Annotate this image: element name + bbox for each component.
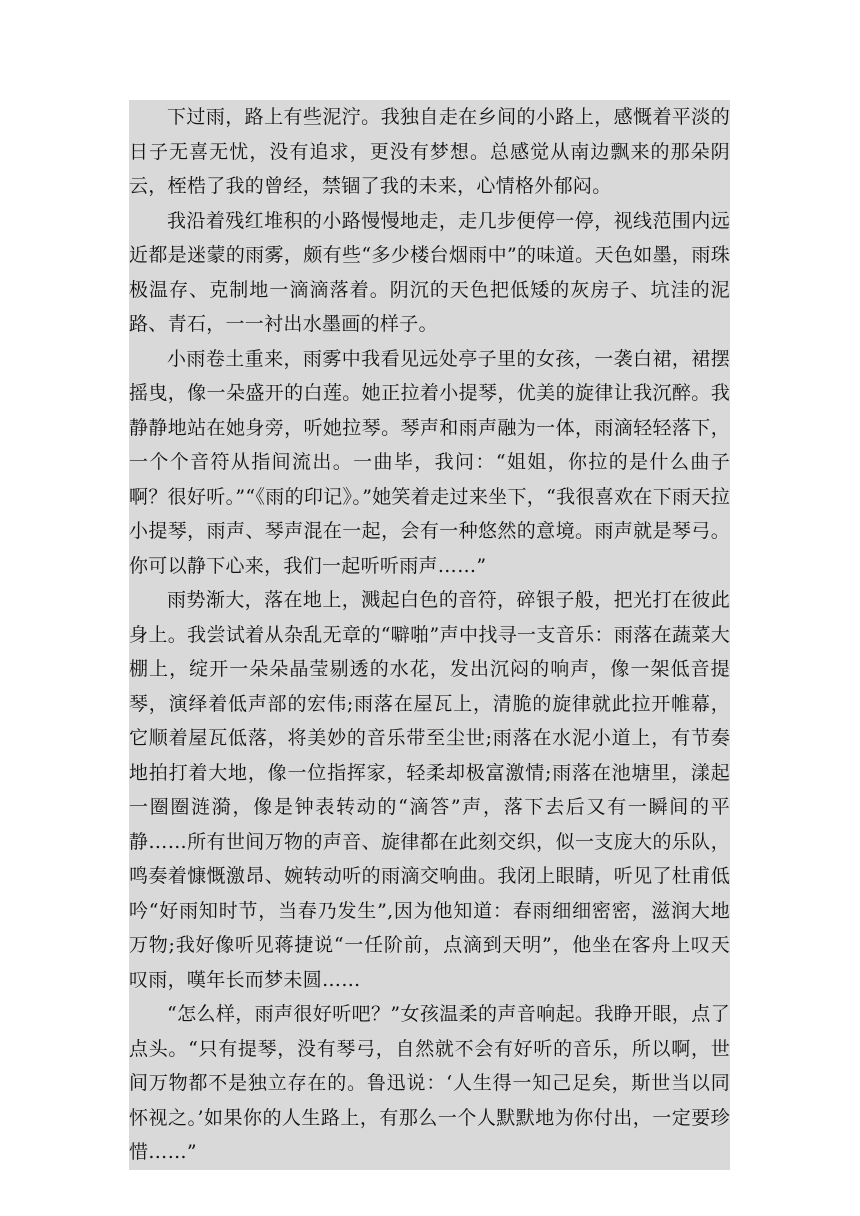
paragraph-4: 雨势渐大，落在地上，溅起白色的音符，碎银子般，把光打在彼此身上。我尝试着从杂乱无章的“噼啪”声中找寻一支音乐：雨落在蔬菜大棚上，绽开一朵朵晶莹剔透的水花，发出沉闷的响声，像一架低音提琴，演绎着低声部的宏伟;雨落在屋瓦上，清脆的旋律就此拉开帷幕，它顺着屋瓦低落，将美妙的音乐带至尘世;雨落在水泥小道上，有节奏地拍打着大地，像一位指挥家，轻柔却极富激情;雨落在池塘里，漾起一圈圈涟漪，像是钟表转动的“滴答”声，落下去后又有一瞬间的平静……所有世间万物的声音、旋律都在此刻交织，似一支庞大的乐队，鸣奏着慷慨激昂、婉转动听的雨滴交响曲。我闭上眼睛，听见了杜甫低吟“好雨知时节，当春乃发生”,因为他知道：春雨细细密密，滋润大地万物;我好像听见蒋捷说“一任阶前，点滴到天明”，他坐在客舟上叹天叹雨，嘆年长而梦未圆…… <box>129 589 730 991</box>
article-body <box>129 100 730 1170</box>
paragraph-2: 我沿着残红堆积的小路慢慢地走，走几步便停一停，视线范围内远近都是迷蒙的雨雾，颇有些“多少楼台烟雨中”的味道。天色如墨，雨珠极温存、克制地一滴滴落着。阴沉的天色把低矮的灰房子、坑洼的泥路、青石，一一衬出水墨画的样子。 <box>129 209 730 335</box>
paragraph-3: 小雨卷土重来，雨雾中我看见远处亭子里的女孩，一袭白裙，裙摆摇曳，像一朵盛开的白莲。她正拉着小提琴，优美的旋律让我沉醉。我静静地站在她身旁，听她拉琴。琴声和雨声融为一体，雨滴轻轻落下，一个个音符从指间流出。一曲毕，我问：“姐姐，你拉的是什么曲子啊？很好听。”“《雨的印记》。”她笑着走过来坐下，“我很喜欢在下雨天拉小提琴，雨声、琴声混在一起，会有一种悠然的意境。雨声就是琴弓。你可以静下心来，我们一起听听雨声……” <box>129 347 730 577</box>
paragraph-1: 下过雨，路上有些泥泞。我独自走在乡间的小路上，感慨着平淡的日子无喜无忧，没有追求，更没有梦想。总感觉从南边飘来的那朵阴云，桎梏了我的曾经，禁锢了我的未来，心情格外郁闷。 <box>129 106 730 197</box>
paragraph-5: “怎么样，雨声很好听吧？”女孩温柔的声音响起。我睁开眼，点了点头。“只有提琴，没有琴弓，自然就不会有好听的音乐，所以啊，世间万物都不是独立存在的。鲁迅说：‘人生得一知己足矣，斯世当以同怀视之。’如果你的人生路上，有那么一个人默默地为你付出，一定要珍惜……” <box>129 1003 730 1163</box>
